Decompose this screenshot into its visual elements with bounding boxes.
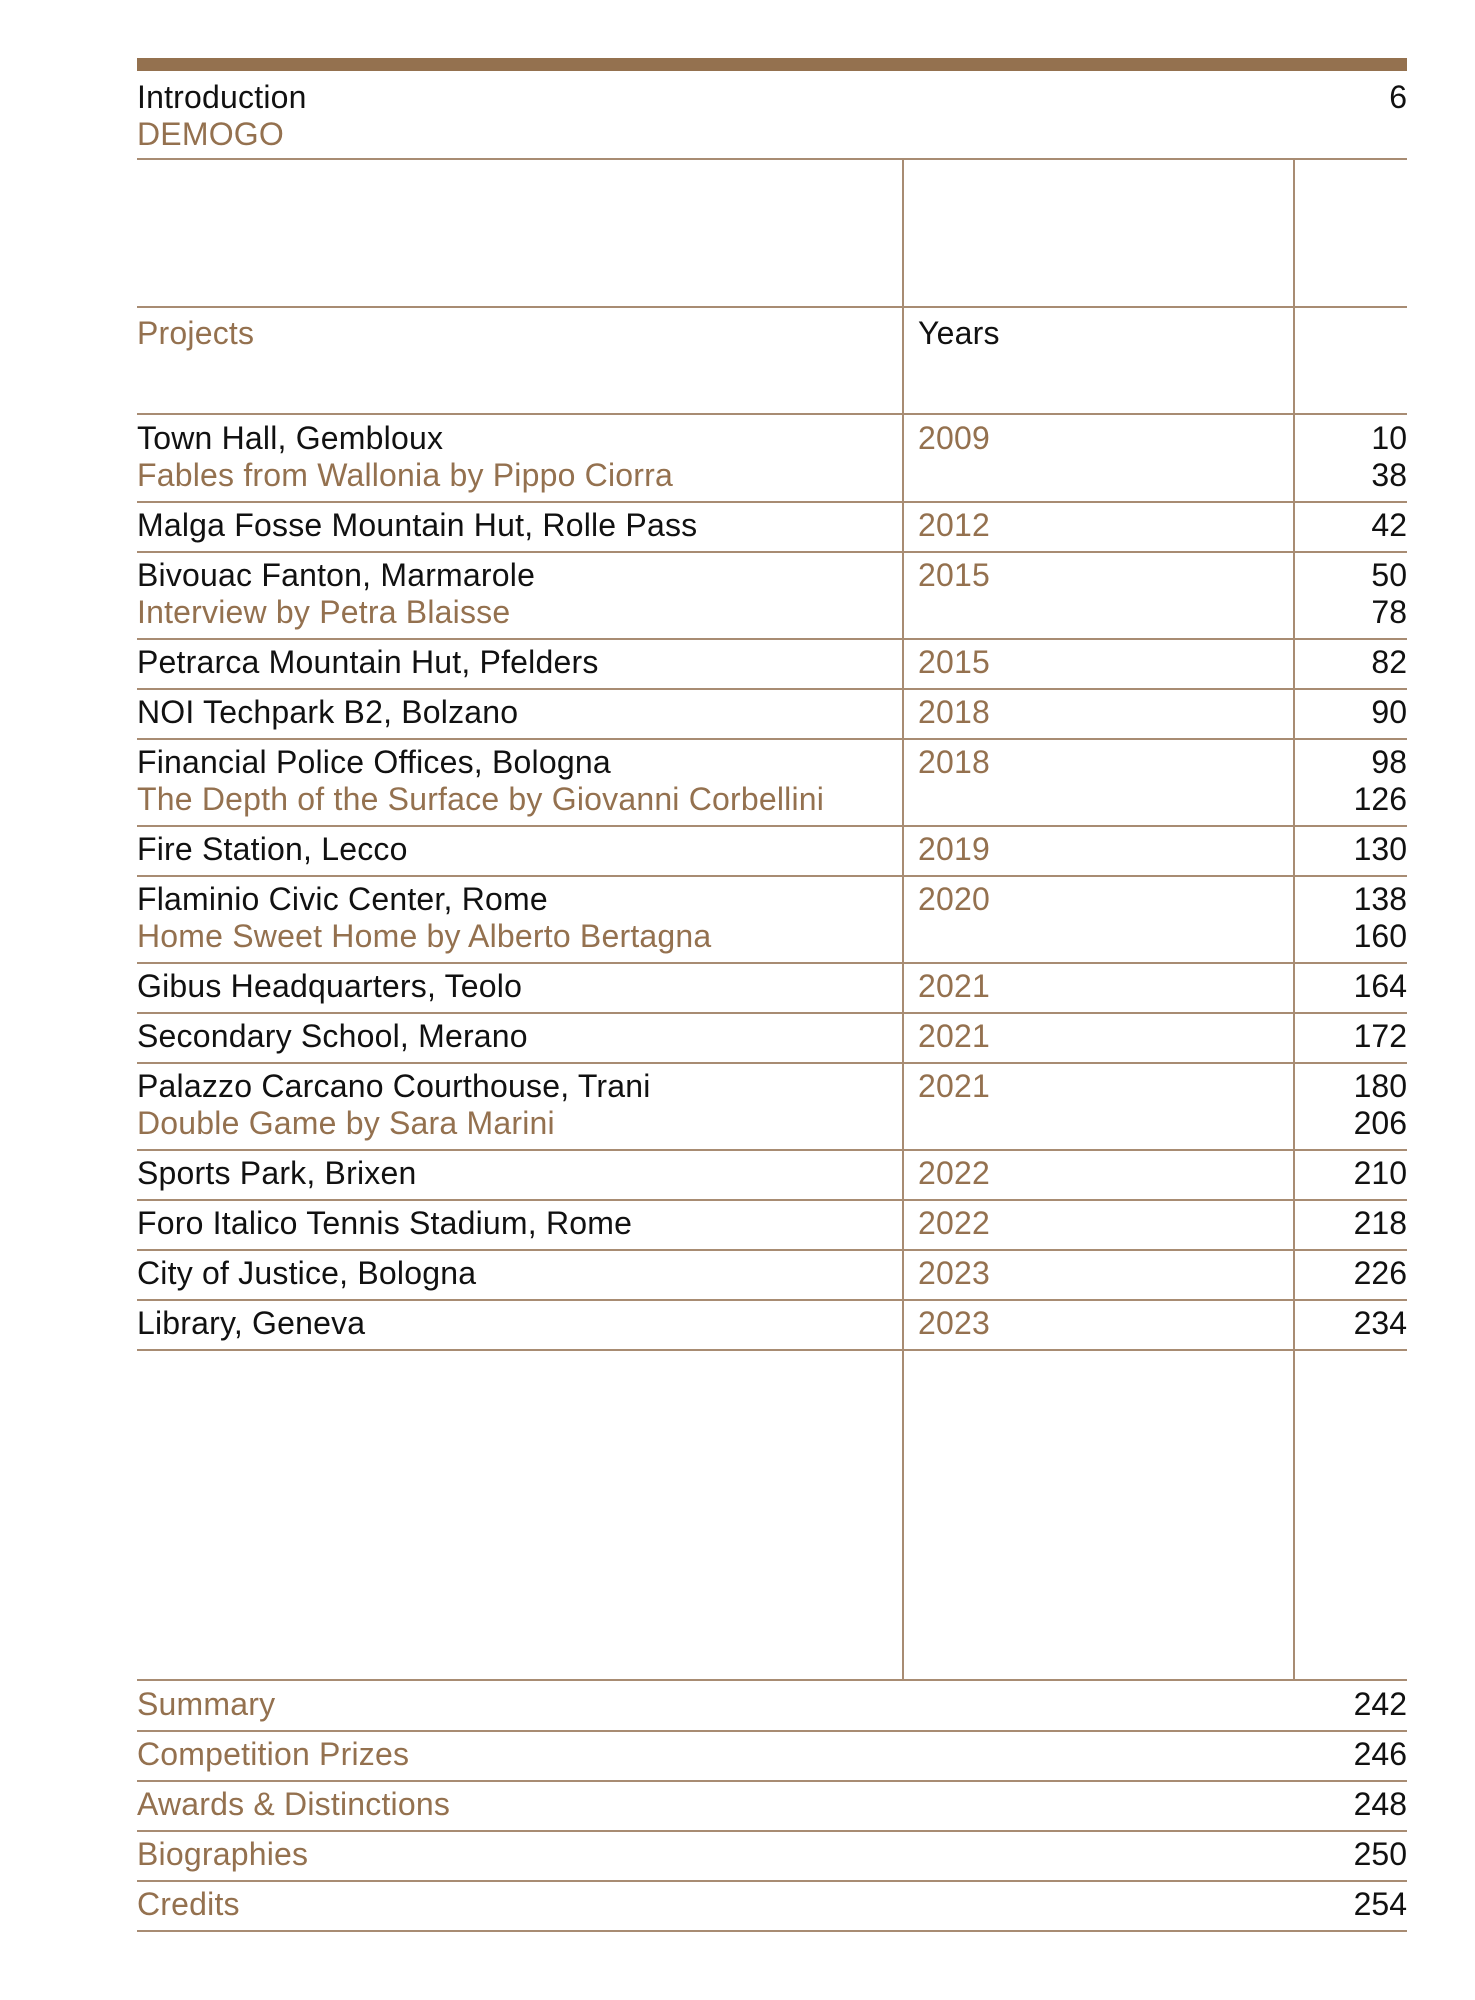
project-title: Library, Geneva	[137, 1305, 366, 1341]
table-row	[0, 638, 1475, 688]
header-divider	[137, 158, 1407, 160]
project-year: 2018	[918, 744, 990, 780]
project-year: 2020	[918, 881, 990, 917]
project-page-number: 234	[1353, 1305, 1407, 1341]
project-page-number: 226	[1353, 1255, 1407, 1291]
appendix-page-number: 242	[1353, 1686, 1407, 1722]
project-page-number: 172	[1353, 1018, 1407, 1054]
project-year: 2021	[918, 968, 990, 1004]
table-row	[0, 501, 1475, 551]
row-divider	[137, 1930, 1407, 1932]
project-year: 2012	[918, 507, 990, 543]
project-page-number: 180	[1353, 1068, 1407, 1104]
project-page-number: 50	[1371, 557, 1407, 593]
table-row	[0, 1199, 1475, 1249]
project-title: Petrarca Mountain Hut, Pfelders	[137, 644, 599, 680]
table-row	[0, 551, 1475, 638]
appendix-title: Awards & Distinctions	[137, 1786, 451, 1822]
project-year: 2018	[918, 694, 990, 730]
project-year: 2021	[918, 1018, 990, 1054]
project-title: Bivouac Fanton, Marmarole	[137, 557, 536, 593]
essay-page-number: 126	[1353, 781, 1407, 817]
list-item	[0, 1780, 1475, 1830]
row-divider	[137, 1349, 1407, 1351]
essay-page-number: 78	[1371, 594, 1407, 630]
header-rule	[137, 58, 1407, 71]
project-title: Secondary School, Merano	[137, 1018, 528, 1054]
table-row	[0, 962, 1475, 1012]
project-page-number: 10	[1371, 420, 1407, 456]
appendix-page-number: 248	[1353, 1786, 1407, 1822]
essay-title: Interview by Petra Blaisse	[137, 594, 511, 630]
list-item	[0, 1680, 1475, 1730]
table-row	[0, 688, 1475, 738]
project-title: Flaminio Civic Center, Rome	[137, 881, 548, 917]
table-row	[0, 738, 1475, 825]
project-page-number: 164	[1353, 968, 1407, 1004]
appendix-title: Biographies	[137, 1836, 309, 1872]
essay-title: Fables from Wallonia by Pippo Ciorra	[137, 457, 673, 493]
section-title: Introduction	[137, 79, 307, 115]
project-year: 2021	[918, 1068, 990, 1104]
list-item	[0, 1830, 1475, 1880]
project-page-number: 98	[1371, 744, 1407, 780]
project-page-number: 130	[1353, 831, 1407, 867]
essay-title: The Depth of the Surface by Giovanni Corbellini	[137, 781, 825, 817]
project-title: Town Hall, Gembloux	[137, 420, 444, 456]
project-title: NOI Techpark B2, Bolzano	[137, 694, 519, 730]
project-year: 2022	[918, 1155, 990, 1191]
essay-page-number: 206	[1353, 1105, 1407, 1141]
project-page-number: 210	[1353, 1155, 1407, 1191]
appendix-title: Competition Prizes	[137, 1736, 410, 1772]
years-column-header: Years	[918, 315, 1000, 351]
project-year: 2015	[918, 644, 990, 680]
table-row	[0, 875, 1475, 962]
projects-column-header: Projects	[137, 315, 255, 351]
table-row	[0, 1149, 1475, 1199]
project-title: Palazzo Carcano Courthouse, Trani	[137, 1068, 651, 1104]
table-row	[0, 1249, 1475, 1299]
appendix-title: Credits	[137, 1886, 240, 1922]
list-item	[0, 1730, 1475, 1780]
project-title: Foro Italico Tennis Stadium, Rome	[137, 1205, 633, 1241]
project-page-number: 218	[1353, 1205, 1407, 1241]
project-year: 2023	[918, 1305, 990, 1341]
project-page-number: 138	[1353, 881, 1407, 917]
project-year: 2023	[918, 1255, 990, 1291]
essay-title: Home Sweet Home by Alberto Bertagna	[137, 918, 712, 954]
appendix-page-number: 250	[1353, 1836, 1407, 1872]
project-title: City of Justice, Bologna	[137, 1255, 477, 1291]
project-title: Sports Park, Brixen	[137, 1155, 417, 1191]
project-page-number: 42	[1371, 507, 1407, 543]
column-header-top-rule	[137, 306, 1407, 308]
appendix-title: Summary	[137, 1686, 276, 1722]
essay-title: Double Game by Sara Marini	[137, 1105, 555, 1141]
project-year: 2015	[918, 557, 990, 593]
table-row	[0, 1299, 1475, 1349]
appendix-page-number: 246	[1353, 1736, 1407, 1772]
table-row	[0, 414, 1475, 501]
page-number: 6	[1389, 79, 1407, 115]
appendix-page-number: 254	[1353, 1886, 1407, 1922]
table-row	[0, 825, 1475, 875]
project-title: Financial Police Offices, Bologna	[137, 744, 611, 780]
table-row	[0, 1012, 1475, 1062]
book-title: DEMOGO	[137, 116, 284, 152]
project-year: 2019	[918, 831, 990, 867]
essay-page-number: 160	[1353, 918, 1407, 954]
project-page-number: 82	[1371, 644, 1407, 680]
project-year: 2022	[918, 1205, 990, 1241]
project-title: Malga Fosse Mountain Hut, Rolle Pass	[137, 507, 698, 543]
project-title: Gibus Headquarters, Teolo	[137, 968, 523, 1004]
project-year: 2009	[918, 420, 990, 456]
list-item	[0, 1880, 1475, 1930]
project-page-number: 90	[1371, 694, 1407, 730]
table-row	[0, 1062, 1475, 1149]
essay-page-number: 38	[1371, 457, 1407, 493]
project-title: Fire Station, Lecco	[137, 831, 408, 867]
